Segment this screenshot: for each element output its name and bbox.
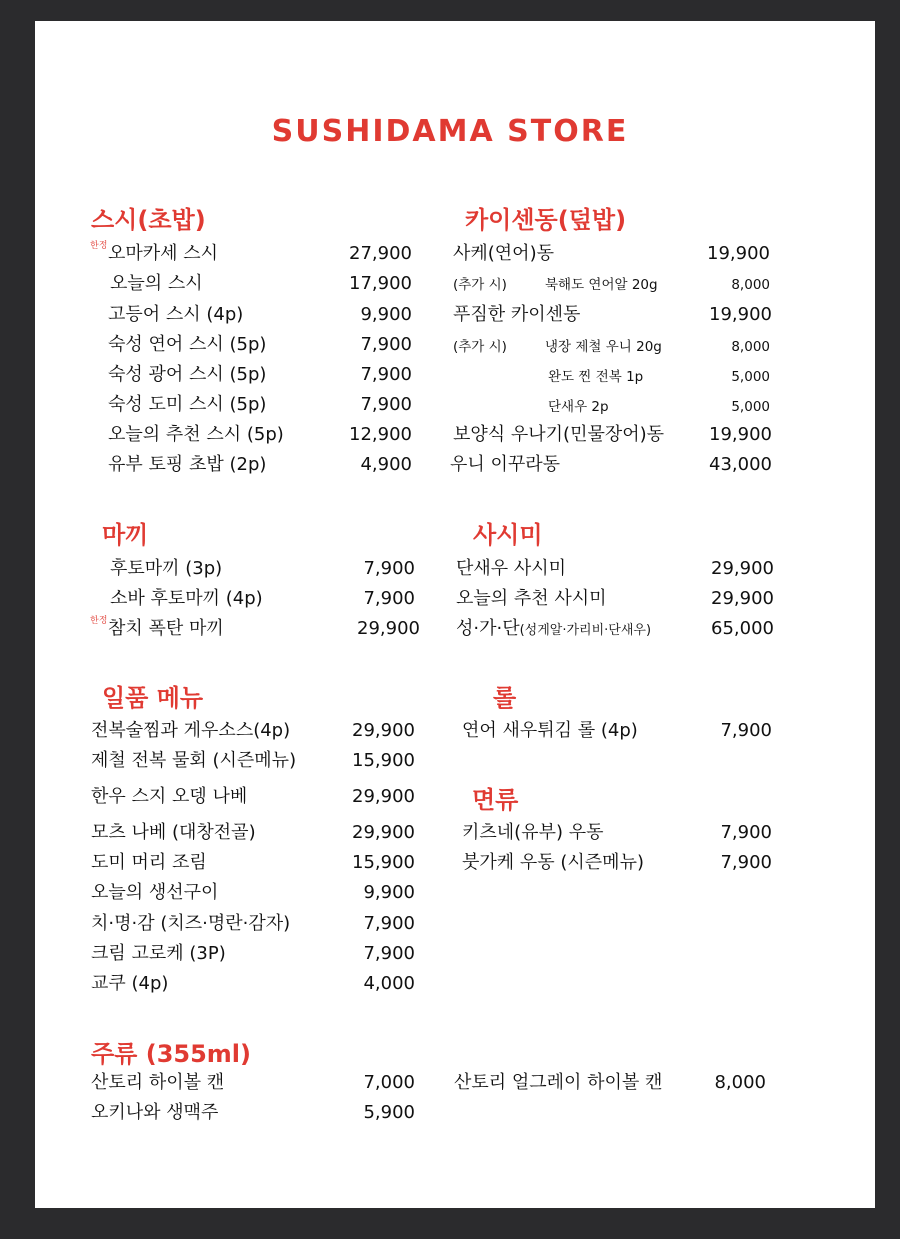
menu-item: 후토마끼 (3p) 7,900 bbox=[110, 558, 415, 579]
menu-item: 키츠네(유부) 우동 7,900 bbox=[462, 822, 772, 843]
menu-item: 숙성 도미 스시 (5p) 7,900 bbox=[108, 394, 412, 415]
menu-item: 붓가케 우동 (시즌메뉴) 7,900 bbox=[462, 852, 772, 873]
section-heading-drinks: 주류 (355ml) bbox=[91, 1040, 251, 1068]
menu-item: 연어 새우튀김 롤 (4p) 7,900 bbox=[462, 720, 772, 741]
menu-item: 치·명·감 (치즈·명란·감자) 7,900 bbox=[91, 913, 415, 934]
menu-item: 참치 폭탄 마끼 29,900 bbox=[108, 618, 420, 639]
menu-item: 오늘의 추천 사시미 29,900 bbox=[456, 588, 774, 609]
menu-item: 보양식 우나기(민물장어)동 19,900 bbox=[453, 424, 772, 445]
menu-item: 오키나와 생맥주 5,900 bbox=[91, 1102, 415, 1123]
menu-item: 크림 고로케 (3P) 7,900 bbox=[91, 943, 415, 964]
limited-tag: 한정 bbox=[90, 241, 108, 251]
section-heading-maki: 마끼 bbox=[102, 521, 149, 549]
section-heading-roll: 롤 bbox=[493, 684, 517, 712]
menu-item: 전복술찜과 게우소스(4p) 29,900 bbox=[91, 720, 415, 741]
menu-item: 유부 토핑 초밥 (2p) 4,900 bbox=[108, 454, 412, 475]
section-heading-sushi: 스시(초밥) bbox=[91, 206, 206, 234]
menu-item: 교쿠 (4p) 4,000 bbox=[91, 973, 415, 994]
menu-item: 고등어 스시 (4p) 9,900 bbox=[108, 304, 412, 325]
menu-item-addon: 완도 찐 전복 1p 5,000 bbox=[548, 369, 770, 385]
menu-item: 소바 후토마끼 (4p) 7,900 bbox=[110, 588, 415, 609]
menu-item-addon: (추가 시) 냉장 제철 우니 20g 8,000 bbox=[453, 339, 770, 355]
menu-item: 숙성 광어 스시 (5p) 7,900 bbox=[108, 364, 412, 385]
section-heading-kaisendon: 카이센동(덮밥) bbox=[465, 206, 627, 234]
menu-item: 산토리 얼그레이 하이볼 캔 8,000 bbox=[454, 1072, 766, 1093]
section-heading-sashimi: 사시미 bbox=[473, 521, 543, 549]
menu-item-addon: (추가 시) 북해도 연어알 20g 8,000 bbox=[453, 277, 770, 293]
menu-item: 제철 전복 물회 (시즌메뉴) 15,900 bbox=[91, 750, 415, 771]
menu-item-addon: 단새우 2p 5,000 bbox=[548, 399, 770, 415]
menu-item: 푸짐한 카이센동 19,900 bbox=[453, 304, 772, 325]
menu-item: 우니 이꾸라동 43,000 bbox=[450, 454, 772, 475]
store-title: SUSHIDAMA STORE bbox=[271, 114, 629, 149]
menu-item: 사케(연어)동 19,900 bbox=[453, 243, 770, 264]
menu-item: 오늘의 추천 스시 (5p) 12,900 bbox=[108, 424, 412, 445]
menu-item: 단새우 사시미 29,900 bbox=[456, 558, 774, 579]
menu-item: 성·가·단(성게알·가리비·단새우) 65,000 bbox=[456, 618, 774, 639]
menu-item: 한우 스지 오뎅 나베 29,900 bbox=[91, 786, 415, 807]
menu-item: 숙성 연어 스시 (5p) 7,900 bbox=[108, 334, 412, 355]
menu-item: 모츠 나베 (대창전골) 29,900 bbox=[91, 822, 415, 843]
section-heading-noodle: 면류 bbox=[472, 786, 519, 814]
section-heading-ilpum: 일품 메뉴 bbox=[102, 684, 204, 712]
menu-item: 도미 머리 조림 15,900 bbox=[91, 852, 415, 873]
menu-item: 오마카세 스시 27,900 bbox=[108, 243, 412, 264]
menu-item: 오늘의 스시 17,900 bbox=[110, 273, 412, 294]
menu-item: 오늘의 생선구이 9,900 bbox=[91, 882, 415, 903]
menu-item: 산토리 하이볼 캔 7,000 bbox=[91, 1072, 415, 1093]
limited-tag: 한정 bbox=[90, 616, 108, 626]
